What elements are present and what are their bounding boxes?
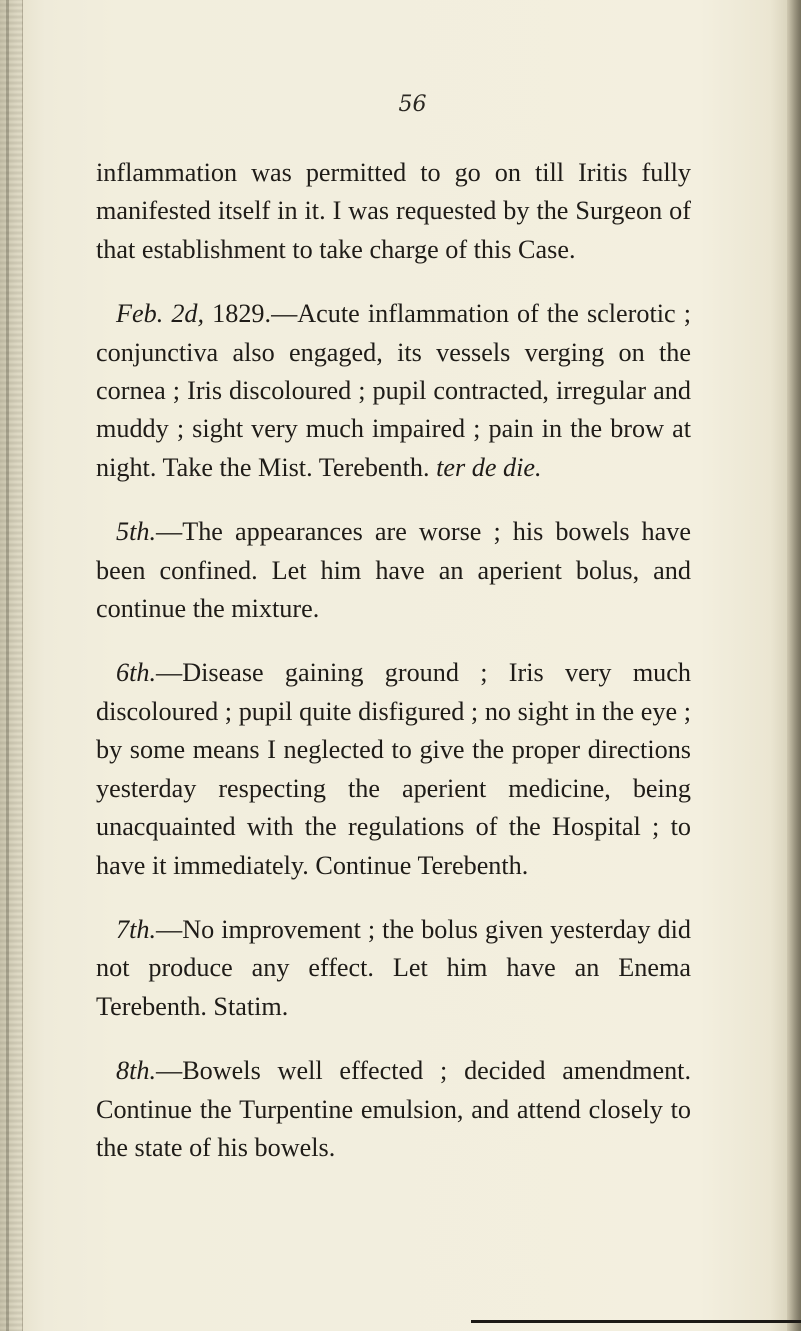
entry-date: 8th.: [116, 1056, 157, 1086]
page-edge-shadow: [787, 0, 801, 1331]
binding-line: [6, 0, 9, 1331]
paragraph-text: —The appearances are worse ; his bowels have been confined. Let him have an aperient bolus, and continue the mixture.: [96, 517, 691, 624]
binding-edge: [0, 0, 23, 1331]
bottom-rule: [471, 1320, 801, 1323]
paragraph-text: —No improvement ; the bolus given yesterday did not produce any effect. Let him have an Enema Terebenth. Statim.: [96, 914, 691, 1021]
body-text: [96, 154, 691, 1193]
entry-date: 6th.: [116, 658, 157, 688]
paragraph-6th: [96, 654, 691, 884]
dosage-italic: ter de die.: [436, 452, 542, 482]
paragraph-7th: [96, 911, 691, 1026]
paragraph-text: inflammation was permitted to go on till Iritis fully manifested itself in it. I was requested by the Surgeon of that establishment to take charge of this Case.: [96, 158, 691, 264]
paragraph-8th: [96, 1052, 691, 1167]
entry-date: 5th.: [116, 517, 157, 547]
page-number: 56: [398, 92, 427, 117]
entry-date: Feb. 2d,: [116, 299, 205, 329]
paragraph-feb-2: [96, 295, 691, 487]
paragraph-text: 1829.—Acute inflammation of the sclerotic ; conjunctiva also engaged, its vessels verging on the cornea ; Iris discoloured ; pupil contracted, irregular and muddy ; sight very much impaired ; pain in the brow at night. Take the Mist. Terebenth.: [96, 299, 692, 482]
paragraph-5th: [96, 513, 691, 628]
paragraph-text: —Disease gaining ground ; Iris very much discoloured ; pupil quite disfigured ; no sight in the eye ; by some means I neglected to give the proper directions yesterday respecting the aperient medicine, being unacquainted with the regulations of the Hospital ; to have it immediately. Continue Terebenth.: [96, 658, 691, 880]
paragraph-continuation: [96, 154, 691, 269]
entry-date: 7th.: [116, 914, 157, 944]
paragraph-text: —Bowels well effected ; decided amendment. Continue the Turpentine emulsion, and attend closely to the state of his bowels.: [96, 1056, 691, 1162]
